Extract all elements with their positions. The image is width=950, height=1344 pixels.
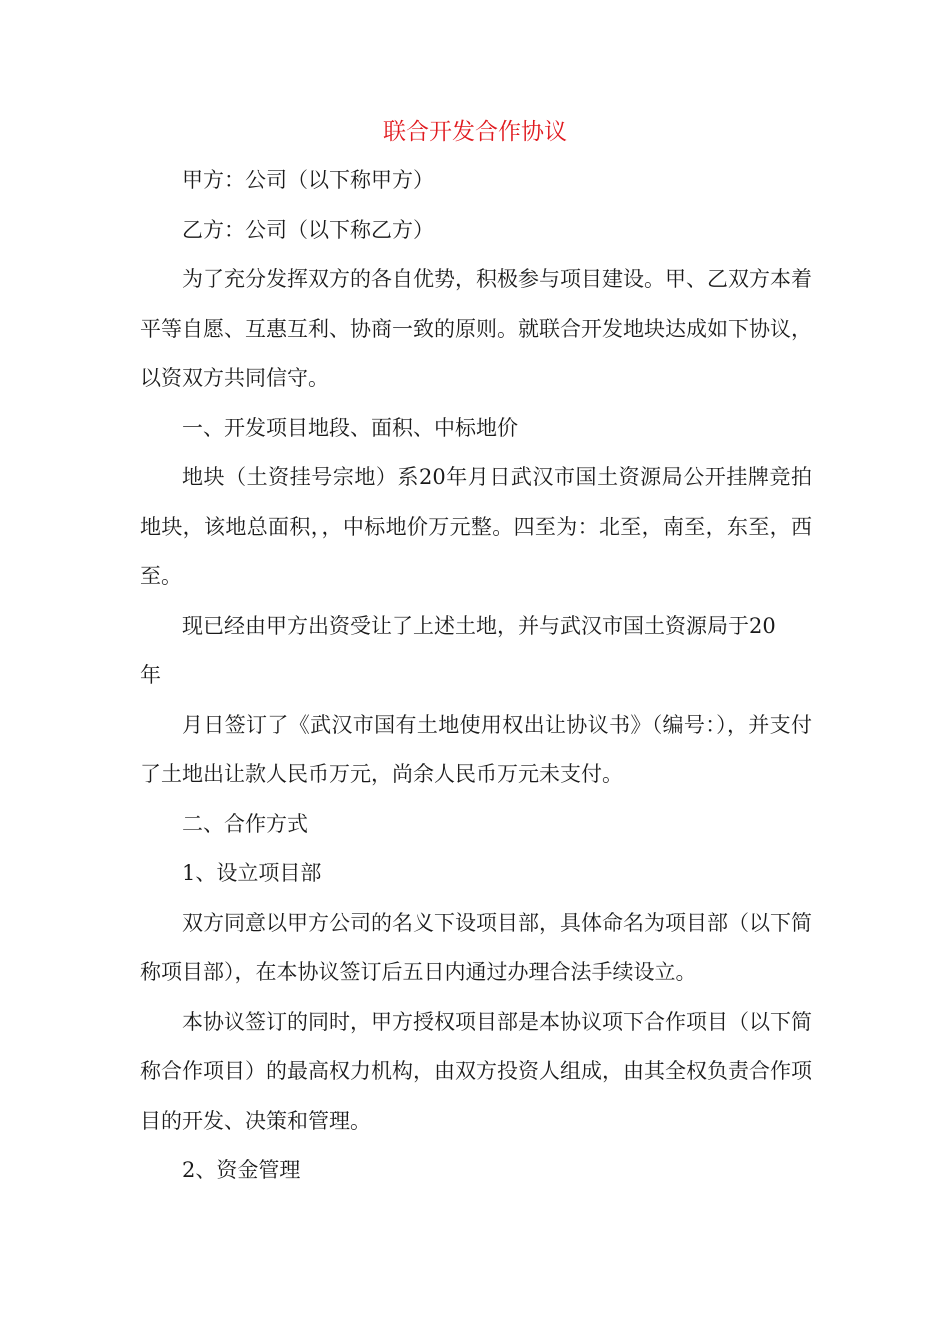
subsection-heading-1: 1、设立项目部 bbox=[182, 861, 322, 885]
subsection-heading-2: 2、资金管理 bbox=[182, 1158, 301, 1182]
contract-signing-paragraph: 月日签订了《武汉市国有土地使用权出让协议书》（编号：），并支付了土地出让款人民币万元，尚余人民币万元未支付。 bbox=[140, 712, 812, 786]
authority-paragraph: 本协议签订的同时，甲方授权项目部是本协议项下合作项目（以下简称合作项目）的最高权力机构，由双方投资人组成，由其全权负责合作项目的开发、决策和管理。 bbox=[140, 1009, 812, 1133]
land-description-paragraph: 地块（土资挂号宗地）系20年月日武汉市国土资源局公开挂牌竞拍地块，该地总面积，，中标地价万元整。四至为：北至，南至，东至，西至。 bbox=[140, 465, 812, 588]
land-acquisition-continuation: 年 bbox=[140, 663, 161, 687]
section-heading-1: 一、开发项目地段、面积、中标地价 bbox=[182, 415, 518, 440]
land-acquisition-paragraph: 现已经由甲方出资受让了上述土地，并与武汉市国土资源局于20 bbox=[182, 613, 776, 638]
preamble-paragraph: 为了充分发挥双方的各自优势，积极参与项目建设。甲、乙双方本着平等自愿、互惠互利、协商一致的原则。就联合开发地块达成如下协议，以资双方共同信守。 bbox=[140, 267, 812, 390]
section-heading-2: 二、合作方式 bbox=[182, 811, 308, 836]
party-b-line: 乙方：公司（以下称乙方） bbox=[182, 217, 434, 242]
document-body bbox=[140, 156, 812, 1196]
party-a-line: 甲方：公司（以下称甲方） bbox=[182, 168, 434, 192]
document-title: 联合开发合作协议 bbox=[383, 119, 567, 145]
project-department-paragraph: 双方同意以甲方公司的名义下设项目部，具体命名为项目部（以下简称项目部），在本协议签订后五日内通过办理合法手续设立。 bbox=[140, 910, 812, 984]
